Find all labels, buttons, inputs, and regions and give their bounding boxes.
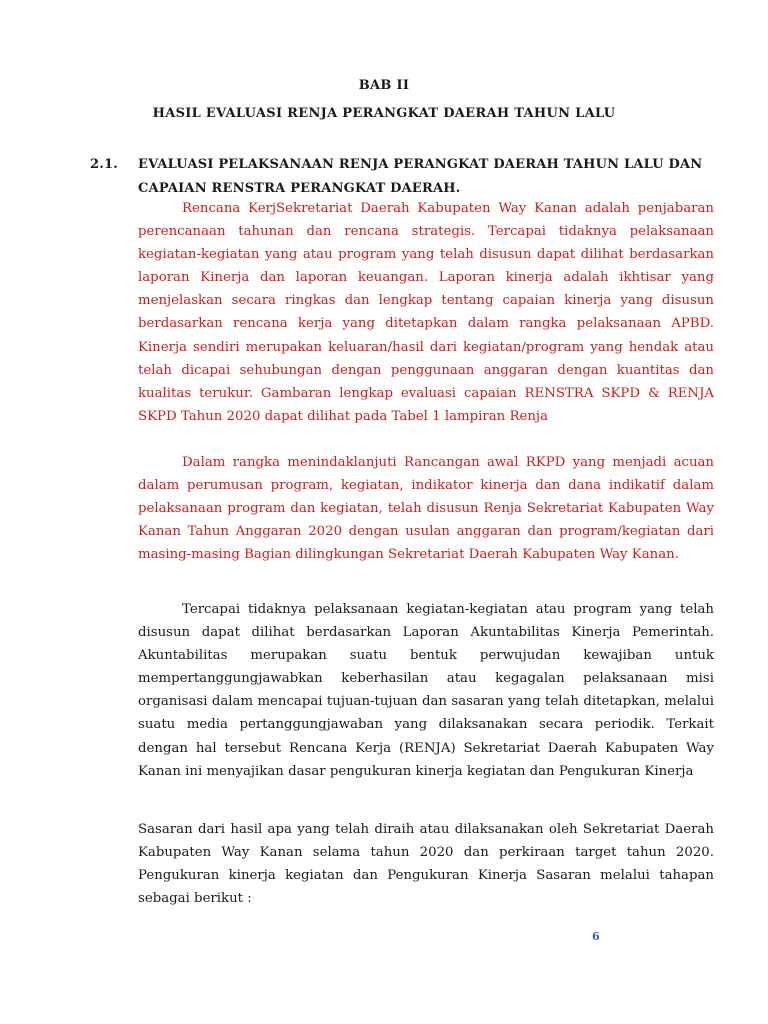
section-heading [90, 153, 710, 201]
page-number: 6 [592, 930, 600, 943]
paragraph-accountability: Tercapai tidaknya pelaksanaan kegiatan-kegiatan atau program yang telah disusun dapat dilihat berdasarkan Laporan Akuntabilitas Kinerja Pemerintah. Akuntabilitas merupakan suatu bentuk perwujudan kewajiban untuk mempertanggungjawabkan keberhasilan atau kegagalan pelaksanaan misi organisasi dalam mencapai tujuan-tujuan dan sasaran yang telah ditetapkan, melalui suatu media pertanggungjawaban yang dilaksanakan secara periodik. Terkait dengan hal tersebut Rencana Kerja (RENJA) Sekretariat Daerah Kabupaten Way Kanan ini menyajikan dasar pengukuran kinerja kegiatan dan Pengukuran Kinerja [138, 602, 714, 779]
paragraph-targets: Sasaran dari hasil apa yang telah diraih atau dilaksanakan oleh Sekretariat Daerah Kabupaten Way Kanan selama tahun 2020 dan perkiraan target tahun 2020. Pengukuran kinerja kegiatan dan Pengukuran Kinerja Sasaran melalui tahapan sebagai berikut : [138, 822, 714, 907]
section-number: 2.1. [90, 157, 118, 172]
section-title: EVALUASI PELAKSANAAN RENJA PERANGKAT DAERAH TAHUN LALU DAN CAPAIAN RENSTRA PERANGKAT DAERAH. [138, 157, 703, 196]
paragraph-renja-overview: Rencana KerjSekretariat Daerah Kabupaten Way Kanan adalah penjabaran perencanaan tahunan dan rencana strategis. Tercapai tidaknya pelaksanaan kegiatan-kegiatan yang atau program yang telah disusun dapat dilihat berdasarkan laporan Kinerja dan laporan keuangan. Laporan kinerja adalah ikhtisar yang menjelaskan secara ringkas dan lengkap tentang capaian kinerja yang disusun berdasarkan rencana kerja yang ditetapkan dalam rangka pelaksanaan APBD. Kinerja sendiri merupakan keluaran/hasil dari kegiatan/program yang hendak atau telah dicapai sehubungan dengan penggunaan anggaran dengan kuantitas dan kualitas terukur. Gambaran lengkap evaluasi capaian RENSTRA SKPD & RENJA SKPD Tahun 2020 dapat dilihat pada Tabel 1 lampiran Renja [138, 201, 714, 424]
chapter-title: HASIL EVALUASI RENJA PERANGKAT DAERAH TAHUN LALU [152, 106, 616, 121]
chapter-number: BAB II [358, 78, 410, 93]
paragraph-rkpd-followup: Dalam rangka menindaklanjuti Rancangan awal RKPD yang menjadi acuan dalam perumusan program, kegiatan, indikator kinerja dan dana indikatif dalam pelaksanaan program dan kegiatan, telah disusun Renja Sekretariat Kabupaten Way Kanan Tahun Anggaran 2020 dengan usulan anggaran dan program/kegiatan dari masing-masing Bagian dilingkungan Sekretariat Daerah Kabupaten Way Kanan. [138, 455, 714, 563]
